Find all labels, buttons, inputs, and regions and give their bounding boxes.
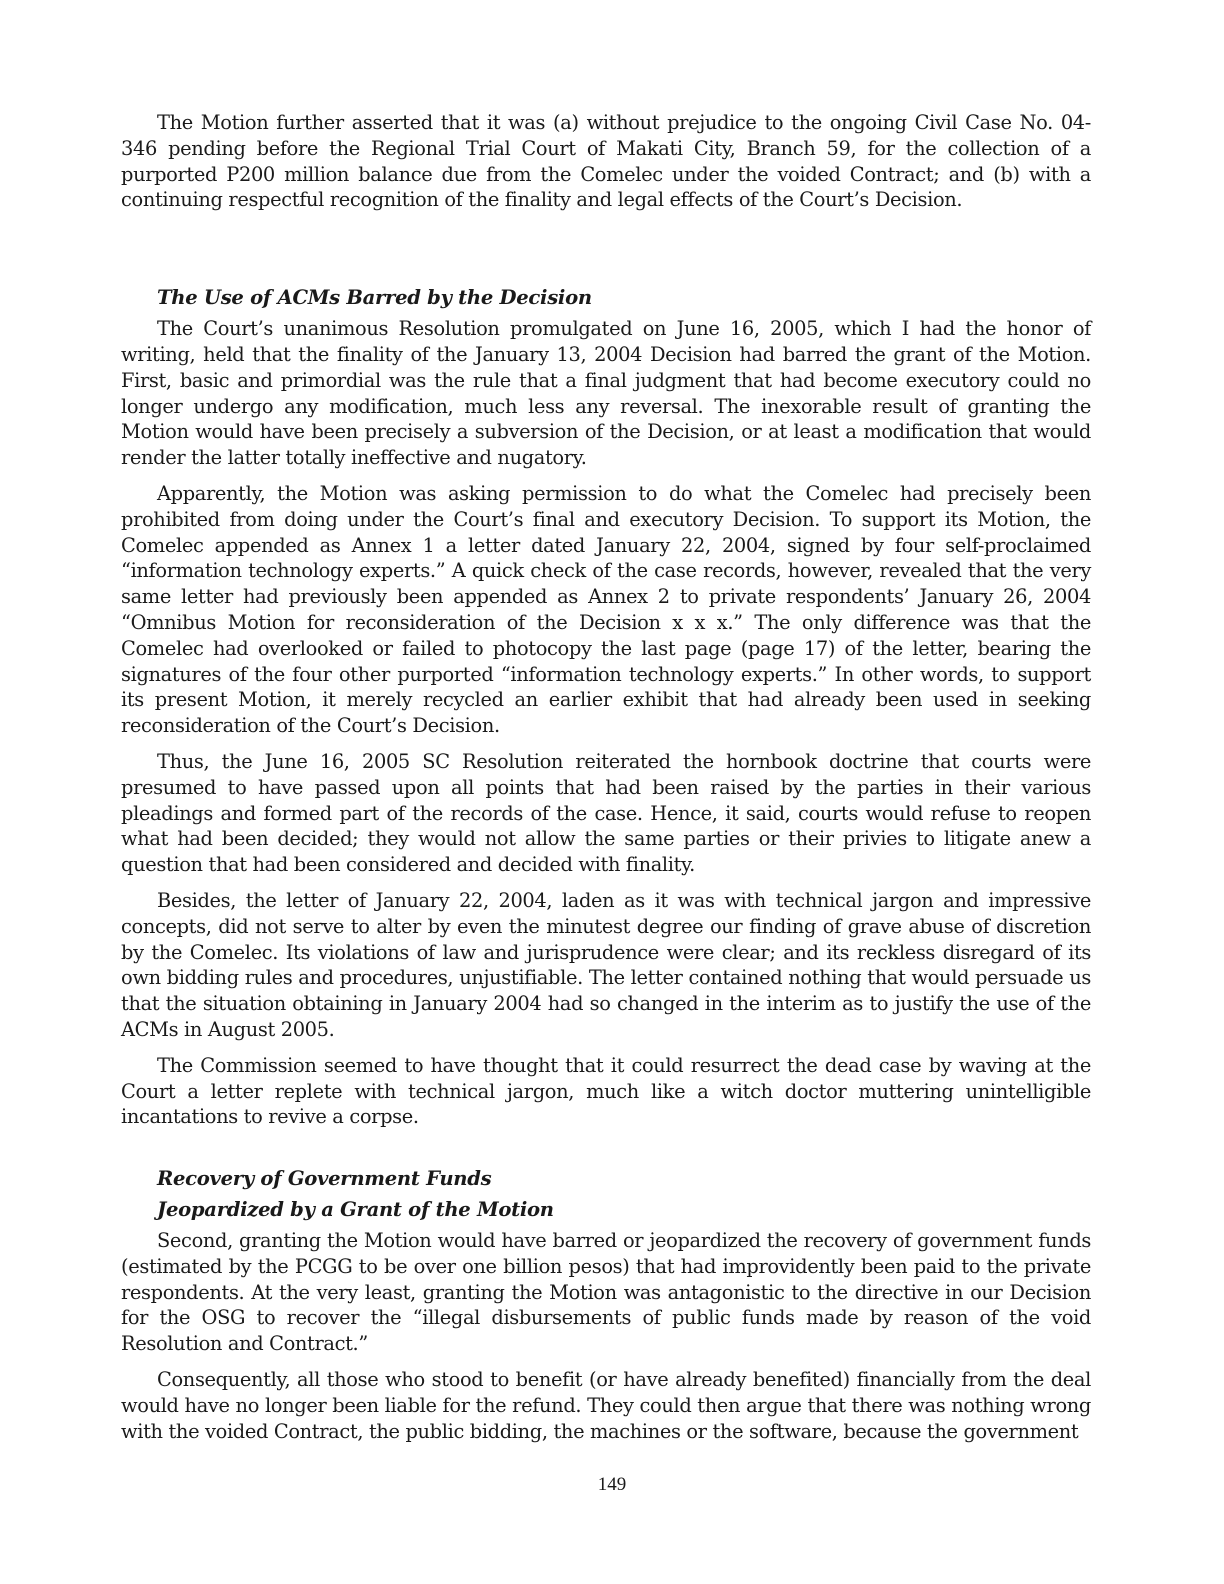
section-heading-recovery-line2: Jeopardized by a Grant of the Motion bbox=[157, 1198, 554, 1222]
section-spacer bbox=[121, 223, 1091, 285]
paragraph-hornbook-doctrine: Thus, the June 16, 2005 SC Resolution reiterated the hornbook doctrine that courts were presumed to have passed upon all points that had been raised by the parties in their various pleadings and formed part of the records of the case. Hence, it said, courts would refuse to reopen what had been decided; they would not allow the same parties or their privies to litigate anew a question that had been considered and decided with finality. bbox=[121, 749, 1091, 877]
page-number: 149 bbox=[597, 1474, 627, 1495]
section-spacer bbox=[121, 1140, 1091, 1166]
paragraph-technical-jargon: Besides, the letter of January 22, 2004, laden as it was with technical jargon and impressive concepts, did not serve to alter by even the minutest degree our finding of grave abuse of discretion by the Comelec. Its violations of law and jurisprudence were clear; and its reckless disregard of its own bidding rules and procedures, unjustifiable. The letter contained nothing that would persuade us that the situation obtaining in January 2004 had so changed in the interim as to justify the use of the ACMs in August 2005. bbox=[121, 888, 1091, 1041]
paragraph-intro: The Motion further asserted that it was (a) without prejudice to the ongoing Civil Case No. 04-346 pending before the Regional Trial Court of Makati City, Branch 59, for the collection of a purported P200 million balance due from the Comelec under the voided Contract; and (b) with a continuing respectful recognition of the finality and legal effects of the Court’s Decision. bbox=[121, 111, 1091, 212]
paragraph-government-funds: Second, granting the Motion would have barred or jeopardized the recovery of government funds (estimated by the PCGG to be over one billion pesos) that had improvidently been paid to the private respondents. At the very least, granting the Motion was antagonistic to the directive in our Decision for the OSG to recover the “illegal disbursements of public funds made by reason of the void Resolution and Contract.” bbox=[121, 1229, 1091, 1356]
paragraph-witch-doctor: The Commission seemed to have thought that it could resurrect the dead case by waving at the Court a letter replete with technical jargon, much like a witch doctor muttering unintelligible incantations to revive a corpse. bbox=[121, 1053, 1091, 1129]
paragraph-annex-letter: Apparently, the Motion was asking permission to do what the Comelec had precisely been prohibited from doing under the Court’s final and executory Decision. To support its Motion, the Comelec appended as Annex 1 a letter dated January 22, 2004, signed by four self-proclaimed “information technology experts.” A quick check of the case records, however, revealed that the very same letter had previously been appended as Annex 2 to private respondents’ January 26, 2004 “Omnibus Motion for reconsideration of the Decision x x x.” The only difference was that the Comelec had overlooked or failed to photocopy the last page (page 17) of the letter, bearing the signatures of the four other purported “information technology experts.” In other words, to support its present Motion, it merely recycled an earlier exhibit that had already been used in seeking reconsideration of the Court’s Decision. bbox=[121, 481, 1091, 738]
paragraph-resolution: The Court’s unanimous Resolution promulgated on June 16, 2005, which I had the honor of writing, held that the finality of the January 13, 2004 Decision had barred the grant of the Motion. First, basic and primordial was the rule that a final judgment that had become executory could no longer undergo any modification, much less any reversal. The inexorable result of granting the Motion would have been precisely a subversion of the Decision, or at least a modification that would render the latter totally ineffective and nugatory. bbox=[121, 317, 1091, 470]
document-page bbox=[121, 110, 1091, 1454]
section-heading-acms: The Use of ACMs Barred by the Decision bbox=[157, 286, 592, 310]
paragraph-refund-liability: Consequently, all those who stood to benefit (or have already benefited) financially from the deal would have no longer been liable for the refund. They could then argue that there was nothing wrong with the voided Contract, the public bidding, the machines or the software, because the government bbox=[121, 1368, 1091, 1443]
section-heading-recovery-line1: Recovery of Government Funds bbox=[157, 1167, 492, 1191]
